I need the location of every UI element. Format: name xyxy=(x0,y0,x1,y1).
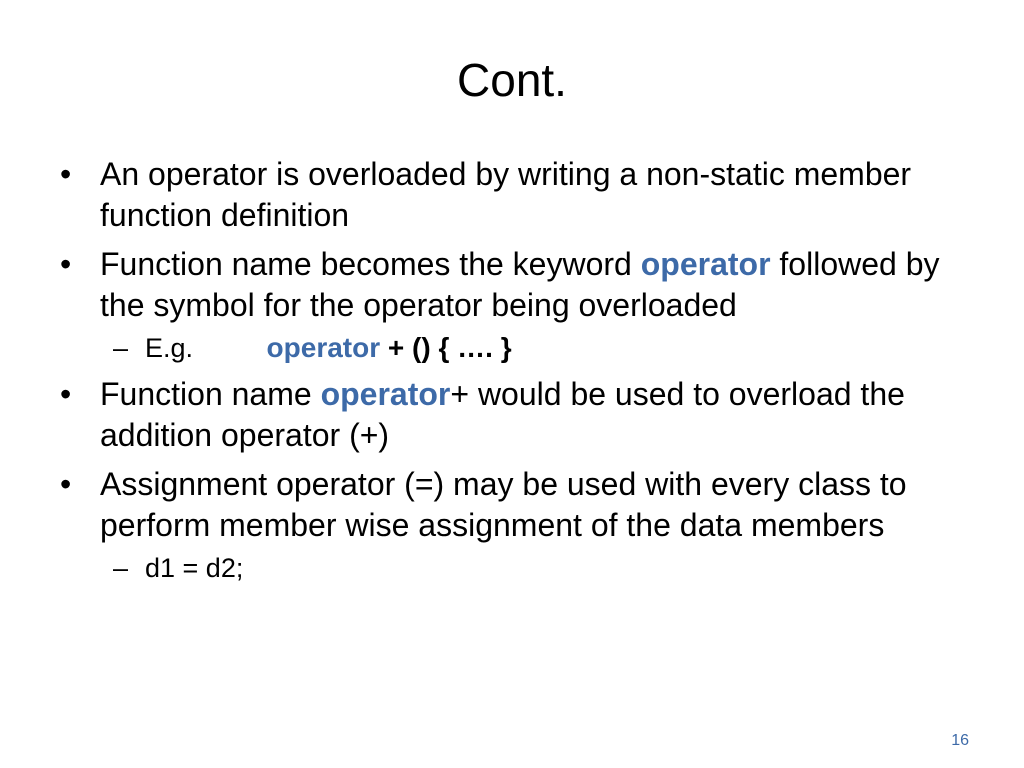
bullet-dot: • xyxy=(60,376,72,412)
bullet-text: An operator is overloaded by writing a non-static member function definition xyxy=(100,156,912,233)
sub-bullet-dash: – xyxy=(113,553,129,583)
sub-bullet-dash: – xyxy=(113,333,129,363)
sub-bullet-item xyxy=(60,550,960,586)
bullet-text: + would be used to overload the addition operator (+) xyxy=(100,376,905,453)
keyword-operator: operator xyxy=(320,376,451,412)
slide-body xyxy=(60,154,960,594)
bullet-text: Function name xyxy=(100,376,321,412)
example-label: E.g. xyxy=(145,333,194,363)
sub-bullet-item xyxy=(60,330,960,366)
bullet-text: followed by the symbol for the operator being overloaded xyxy=(100,246,940,323)
bullet-item xyxy=(60,154,960,236)
sub-bullet-text: d1 = d2; xyxy=(145,553,244,583)
bullet-text: Function name becomes the keyword xyxy=(100,246,641,282)
page-number: 16 xyxy=(951,732,969,749)
bullet-dot: • xyxy=(60,466,72,502)
bullet-dot: • xyxy=(60,246,72,282)
keyword-operator: operator xyxy=(640,246,771,282)
bullet-item xyxy=(60,374,960,456)
bullet-item xyxy=(60,464,960,546)
bullet-dot: • xyxy=(60,156,72,192)
example-code xyxy=(267,330,512,366)
code-rest: + () { …. } xyxy=(380,332,512,363)
bullet-text: Assignment operator (=) may be used with every class to perform member wise assignment of the data members xyxy=(100,466,907,543)
slide-title: Cont. xyxy=(457,54,567,106)
code-keyword: operator xyxy=(266,332,381,363)
bullet-item xyxy=(60,244,960,326)
